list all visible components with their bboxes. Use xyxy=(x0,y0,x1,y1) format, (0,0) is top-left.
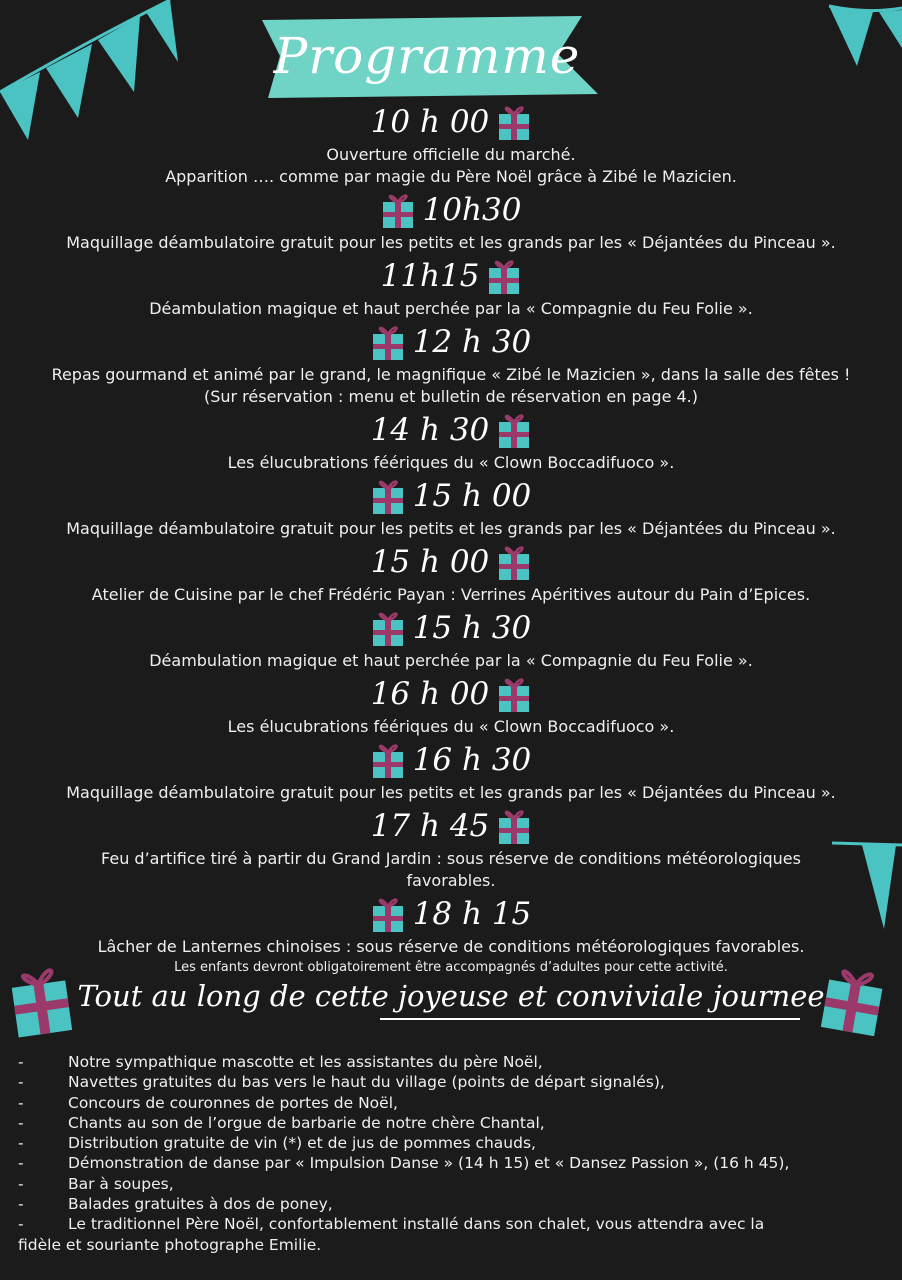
bullet-dash: - xyxy=(18,1134,24,1153)
bullet-dash: - xyxy=(18,1154,24,1173)
slot-description: Apparition …. comme par magie du Père Noël grâce à Zibé le Mazicien. xyxy=(165,167,737,186)
all-day-heading: Tout au long de cette joyeuse et conviviale journee xyxy=(77,979,825,1013)
slot-description: Maquillage déambulatoire gratuit pour les petits et les grands par les « Déjantées du Pinceau ». xyxy=(66,519,836,538)
gift-icon xyxy=(497,674,531,714)
gift-icon xyxy=(371,608,405,648)
list-item-text: Balades gratuites à dos de poney, xyxy=(68,1195,333,1214)
schedule-slot xyxy=(0,606,902,672)
gift-icon xyxy=(818,960,888,1036)
list-item-text: Notre sympathique mascotte et les assistantes du père Noël, xyxy=(68,1053,543,1071)
gift-icon xyxy=(497,542,531,582)
all-day-heading-row xyxy=(0,960,902,1040)
gift-icon xyxy=(371,740,405,780)
list-item-text: Bar à soupes, xyxy=(68,1174,174,1193)
time-row xyxy=(0,474,902,518)
time-row xyxy=(0,738,902,782)
list-item-text: Démonstration de danse par « Impulsion Danse » (14 h 15) et « Dansez Passion », (16 h 45), xyxy=(68,1154,790,1173)
bullet-dash: - xyxy=(18,1093,24,1112)
slot-time: 10h30 xyxy=(422,192,522,228)
list-item-text: fidèle et souriante photographe Emilie. xyxy=(18,1235,322,1254)
schedule-slot xyxy=(0,804,902,892)
list-item-text: Distribution gratuite de vin (*) et de jus de pommes chauds, xyxy=(68,1134,536,1153)
bullet-dash: - xyxy=(18,1215,24,1234)
schedule-slot xyxy=(0,100,902,188)
slot-description: Lâcher de Lanternes chinoises : sous réserve de conditions météorologiques favorables. xyxy=(97,937,805,956)
slot-time: 18 h 15 xyxy=(412,896,532,932)
time-row xyxy=(0,254,902,298)
slot-description: Déambulation magique et haut perchée par la « Compagnie du Feu Folie ». xyxy=(149,651,753,670)
gift-icon xyxy=(381,190,415,230)
heading-underline xyxy=(380,1018,800,1020)
list-item-text: Navettes gratuites du bas vers le haut du village (points de départ signalés), xyxy=(68,1073,665,1092)
gift-icon xyxy=(497,102,531,142)
slot-description: Maquillage déambulatoire gratuit pour les petits et les grands par les « Déjantées du Pinceau ». xyxy=(66,233,836,252)
time-row xyxy=(0,540,902,584)
schedule-slot xyxy=(0,540,902,606)
schedule-slot xyxy=(0,188,902,254)
bullet-dash: - xyxy=(18,1053,24,1071)
slot-time: 11h15 xyxy=(380,258,480,294)
slot-description: Les élucubrations féériques du « Clown Boccadifuoco ». xyxy=(227,453,675,472)
list-item-text: Le traditionnel Père Noël, confortablement installé dans son chalet, vous attendra avec la xyxy=(68,1215,765,1234)
gift-icon xyxy=(371,322,405,362)
slot-time: 14 h 30 xyxy=(370,412,490,448)
slot-time: 15 h 30 xyxy=(412,610,532,646)
slot-description: Les élucubrations féériques du « Clown Boccadifuoco ». xyxy=(227,717,675,736)
slot-description: Ouverture officielle du marché. xyxy=(326,145,576,164)
list-item xyxy=(18,1214,888,1234)
time-row xyxy=(0,320,902,364)
slot-time: 10 h 00 xyxy=(370,104,490,140)
list-item-text: Concours de couronnes de portes de Noël, xyxy=(68,1093,398,1112)
time-row xyxy=(0,892,902,936)
time-row xyxy=(0,408,902,452)
gift-icon xyxy=(8,962,74,1038)
gift-icon xyxy=(371,476,405,516)
schedule-slot xyxy=(0,408,902,474)
slot-description: (Sur réservation : menu et bulletin de réservation en page 4.) xyxy=(203,387,699,406)
slot-description: Atelier de Cuisine par le chef Frédéric Payan : Verrines Apéritives autour du Pain d’Epices. xyxy=(91,585,811,604)
time-row xyxy=(0,606,902,650)
list-item xyxy=(18,1072,888,1092)
list-item xyxy=(18,1194,888,1214)
slot-time: 12 h 30 xyxy=(412,324,532,360)
bunting-right-decoration xyxy=(807,0,902,80)
list-item xyxy=(18,1113,888,1133)
schedule-slot xyxy=(0,738,902,804)
slot-time: 15 h 00 xyxy=(412,478,532,514)
list-item xyxy=(18,1174,888,1194)
list-item xyxy=(18,1093,888,1113)
slot-description: Maquillage déambulatoire gratuit pour les petits et les grands par les « Déjantées du Pinceau ». xyxy=(66,783,836,802)
slot-description: Déambulation magique et haut perchée par la « Compagnie du Feu Folie ». xyxy=(149,299,753,318)
schedule-slot xyxy=(0,320,902,408)
schedule-list xyxy=(0,100,902,978)
gift-icon xyxy=(487,256,521,296)
list-item xyxy=(18,1052,888,1072)
slot-description: favorables. xyxy=(406,871,496,890)
slot-note: Les enfants devront obligatoirement être accompagnés d’adultes pour cette activité. xyxy=(174,960,728,975)
bullet-dash: - xyxy=(18,1174,24,1193)
time-row xyxy=(0,672,902,716)
bullet-dash: - xyxy=(18,1195,24,1214)
list-item xyxy=(18,1133,888,1153)
time-row xyxy=(0,804,902,848)
bullet-dash: - xyxy=(18,1073,24,1092)
list-item xyxy=(18,1153,888,1173)
slot-description: Feu d’artifice tiré à partir du Grand Jardin : sous réserve de conditions météorologiques xyxy=(101,849,801,868)
schedule-slot xyxy=(0,254,902,320)
page-title: Programme xyxy=(273,27,581,85)
slot-time: 17 h 45 xyxy=(370,808,490,844)
gift-icon xyxy=(371,894,405,934)
time-row xyxy=(0,100,902,144)
slot-time: 15 h 00 xyxy=(370,544,490,580)
bullet-dash: - xyxy=(18,1113,24,1132)
schedule-slot xyxy=(0,474,902,540)
schedule-slot xyxy=(0,672,902,738)
slot-description: Repas gourmand et animé par le grand, le magnifique « Zibé le Mazicien », dans la salle des fêtes ! xyxy=(51,365,851,384)
slot-time: 16 h 00 xyxy=(370,676,490,712)
list-item-text: Chants au son de l’orgue de barbarie de notre chère Chantal, xyxy=(68,1113,545,1132)
gift-icon xyxy=(497,410,531,450)
slot-time: 16 h 30 xyxy=(412,742,532,778)
all-day-list xyxy=(18,1052,888,1255)
gift-icon xyxy=(497,806,531,846)
list-item xyxy=(18,1235,888,1255)
time-row xyxy=(0,188,902,232)
